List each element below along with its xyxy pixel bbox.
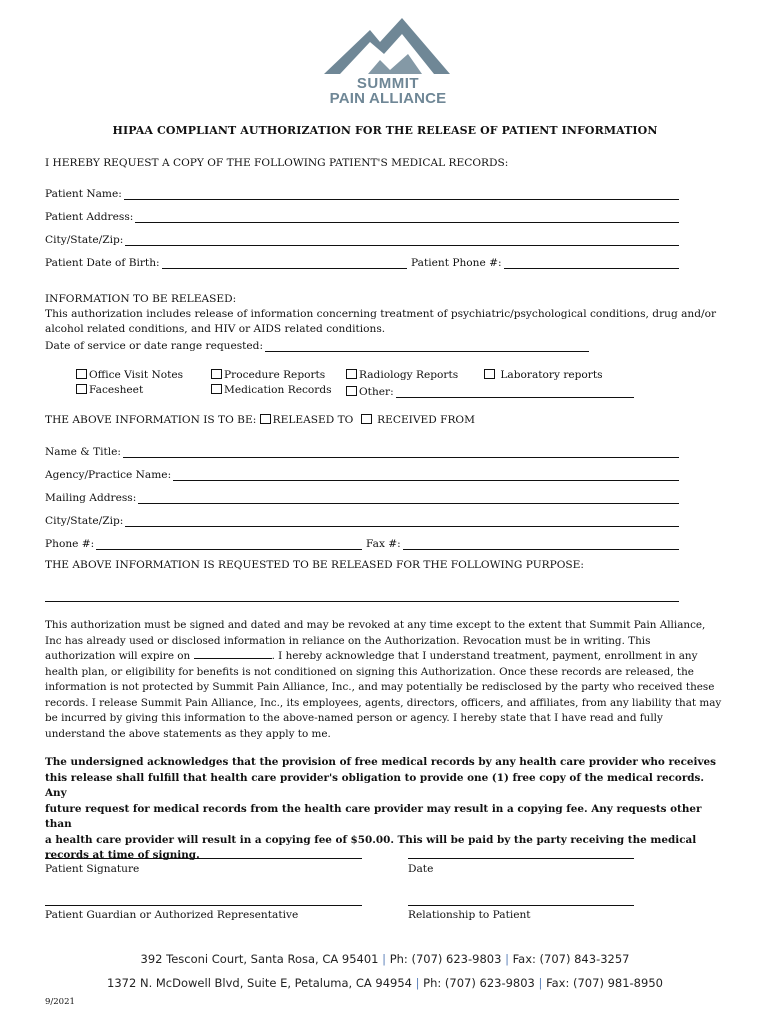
guardian-label: Patient Guardian or Authorized Representative <box>45 909 299 921</box>
authorization-line-4: health plan, or eligibility for benefits is not conditioned on signing this Authorization. Once these records are released, the <box>45 665 694 678</box>
name-title-line[interactable] <box>123 446 679 458</box>
footer-phone-1: Ph: (707) 623-9803 <box>389 952 502 966</box>
checkbox-procedure[interactable] <box>211 368 325 383</box>
footer-fax-2: Fax: (707) 981-8950 <box>546 976 663 990</box>
recipient-city-line[interactable] <box>125 515 679 527</box>
guardian-signature-line[interactable] <box>45 905 362 906</box>
checkbox-procedure-label: Procedure Reports <box>224 369 326 381</box>
checkbox-facesheet[interactable] <box>76 383 143 398</box>
patient-name-field[interactable] <box>45 185 679 200</box>
fee-notice-line-3: future request for medical records from the health care provider may result in a copying fee. Any requests other than <box>45 802 702 830</box>
patient-signature-line[interactable] <box>45 858 362 859</box>
date-range-line[interactable] <box>265 340 589 352</box>
checkbox-medication[interactable] <box>211 383 332 398</box>
footer-address-petaluma: 1372 N. McDowell Blvd, Suite E, Petaluma, CA 94954 <box>107 976 412 990</box>
logo-text-summit: SUMMIT <box>356 75 420 92</box>
recipient-city-field[interactable] <box>45 512 679 527</box>
recipient-phone-field[interactable] <box>45 535 362 550</box>
fee-notice-line-1: The undersigned acknowledges that the provision of free medical records by any health care provider who receives <box>45 756 716 768</box>
patient-address-line[interactable] <box>135 211 679 223</box>
summit-pain-alliance-logo <box>318 14 458 110</box>
footer-separator: | <box>415 976 420 990</box>
authorization-line-3 <box>45 649 725 665</box>
patient-name-line[interactable] <box>124 188 679 200</box>
relationship-label: Relationship to Patient <box>408 909 531 921</box>
recipient-city-label: City/State/Zip: <box>45 515 124 527</box>
patient-city-line[interactable] <box>125 234 679 246</box>
release-row <box>45 413 475 428</box>
logo-text-pain-alliance: PAIN ALLIANCE <box>329 90 447 107</box>
authorization-line-2: Inc has already used or disclosed information in reliance on the Authorization. Revocation must be in writing. This <box>45 634 651 647</box>
checkbox-box[interactable] <box>76 369 87 379</box>
authorization-line-1: This authorization must be signed and dated and may be revoked at any time except to the extent that Summit Pain Alliance, <box>45 619 706 631</box>
relationship-line[interactable] <box>408 905 634 906</box>
fee-notice-line-4: a health care provider will result in a copying fee of $50.00. This will be paid by the party receiving the medical <box>45 833 697 846</box>
name-title-label: Name & Title: <box>45 446 122 458</box>
footer-address-santa-rosa: 392 Tesconi Court, Santa Rosa, CA 95401 <box>140 952 379 966</box>
authorization-line-5: information is not protected by Summit Pain Alliance, Inc., and may potentially be redisclosed by the party who received these <box>45 681 715 693</box>
patient-phone-field[interactable] <box>411 254 679 269</box>
recipient-fax-label: Fax #: <box>366 538 401 550</box>
patient-phone-line[interactable] <box>504 257 679 269</box>
checkbox-radiology[interactable] <box>346 368 458 383</box>
checkbox-box[interactable] <box>484 369 495 379</box>
footer-separator: | <box>505 952 509 966</box>
checkbox-facesheet-label: Facesheet <box>89 384 144 396</box>
mailing-address-field[interactable] <box>45 489 679 504</box>
patient-city-field[interactable] <box>45 231 679 246</box>
checkbox-box[interactable] <box>346 386 357 396</box>
received-from-label: RECEIVED FROM <box>377 414 475 426</box>
release-label: THE ABOVE INFORMATION IS TO BE: <box>45 414 257 426</box>
date-label: Date <box>408 863 434 875</box>
date-line[interactable] <box>408 858 634 859</box>
checkbox-laboratory[interactable] <box>484 368 603 383</box>
mailing-address-line[interactable] <box>138 492 679 504</box>
mountain-icon <box>318 14 458 78</box>
checkbox-other-label: Other: <box>359 386 394 398</box>
checkbox-office-visit-label: Office Visit Notes <box>89 369 184 381</box>
agency-field[interactable] <box>45 466 679 481</box>
patient-city-label: City/State/Zip: <box>45 234 124 246</box>
footer-phone-2: Ph: (707) 623-9803 <box>423 976 535 990</box>
authorization-line-3a: authorization will expire on <box>45 650 191 662</box>
authorization-line-3b: . I hereby acknowledge that I understand treatment, payment, enrollment in any <box>271 650 698 662</box>
fee-notice-line-2: this release shall fulfill that health care provider's obligation to provide one (1) free copy of the medical records. Any <box>45 771 705 799</box>
checkbox-medication-label: Medication Records <box>224 384 332 396</box>
purpose-label: THE ABOVE INFORMATION IS REQUESTED TO BE RELEASED FOR THE FOLLOWING PURPOSE: <box>45 559 584 571</box>
info-text-2: alcohol related conditions, and HIV or AIDS related conditions. <box>45 323 386 335</box>
date-range-label: Date of service or date range requested: <box>45 340 264 352</box>
footer-fax-1: Fax: (707) 843-3257 <box>512 952 630 966</box>
checkbox-box[interactable] <box>211 384 222 394</box>
info-text-1: This authorization includes release of information concerning treatment of psychiatric/psychological conditions, drug and/or <box>45 308 717 320</box>
checkbox-box[interactable] <box>211 369 222 379</box>
authorization-line-6: records. I release Summit Pain Alliance, Inc., its employees, agents, directors, officers, and affiliates, from any liability that may <box>45 696 722 709</box>
recipient-fax-field[interactable] <box>366 535 679 550</box>
recipient-phone-line[interactable] <box>96 538 362 550</box>
checkbox-other[interactable] <box>346 383 634 398</box>
form-version: 9/2021 <box>45 997 75 1007</box>
authorization-line-7: be incurred by giving this information to the above-named person or agency. I hereby state that I have read and fully <box>45 712 663 724</box>
released-to-label: RELEASED TO <box>272 414 354 426</box>
fee-notice-paragraph <box>45 755 725 864</box>
patient-name-label: Patient Name: <box>45 188 122 200</box>
fee-notice-line-5: records at time of signing. <box>45 849 200 861</box>
mailing-address-label: Mailing Address: <box>45 492 137 504</box>
expiration-date-line[interactable] <box>194 649 272 659</box>
name-title-field[interactable] <box>45 443 679 458</box>
date-range-field[interactable] <box>45 337 589 352</box>
info-heading: INFORMATION TO BE RELEASED: <box>45 293 237 305</box>
form-title: HIPAA COMPLIANT AUTHORIZATION FOR THE RELEASE OF PATIENT INFORMATION <box>112 124 658 137</box>
footer-address-1 <box>0 952 770 966</box>
patient-address-field[interactable] <box>45 208 679 223</box>
checkbox-box[interactable] <box>76 384 87 394</box>
recipient-phone-label: Phone #: <box>45 538 95 550</box>
agency-line[interactable] <box>173 469 679 481</box>
checkbox-box[interactable] <box>346 369 357 379</box>
purpose-line[interactable] <box>45 601 679 602</box>
footer-separator: | <box>538 976 543 990</box>
checkbox-laboratory-label: Laboratory reports <box>500 369 603 381</box>
agency-label: Agency/Practice Name: <box>45 469 172 481</box>
checkbox-received-from[interactable] <box>361 414 372 424</box>
checkbox-radiology-label: Radiology Reports <box>359 369 459 381</box>
patient-signature-label: Patient Signature <box>45 863 140 875</box>
patient-address-label: Patient Address: <box>45 211 134 223</box>
checkbox-office-visit[interactable] <box>76 368 183 383</box>
footer-address-2 <box>0 976 770 990</box>
recipient-fax-line[interactable] <box>403 538 679 550</box>
checkbox-released-to[interactable] <box>260 414 271 424</box>
patient-phone-label: Patient Phone #: <box>411 257 502 269</box>
footer-separator: | <box>382 952 387 966</box>
patient-dob-line[interactable] <box>162 257 407 269</box>
patient-dob-label: Patient Date of Birth: <box>45 257 160 269</box>
authorization-line-8: understand the above statements as they apply to me. <box>45 727 331 740</box>
authorization-paragraph <box>45 618 725 742</box>
patient-dob-field[interactable] <box>45 254 407 269</box>
other-specify-line[interactable] <box>396 386 634 398</box>
request-line: I HEREBY REQUEST A COPY OF THE FOLLOWING PATIENT'S MEDICAL RECORDS: <box>45 157 509 169</box>
